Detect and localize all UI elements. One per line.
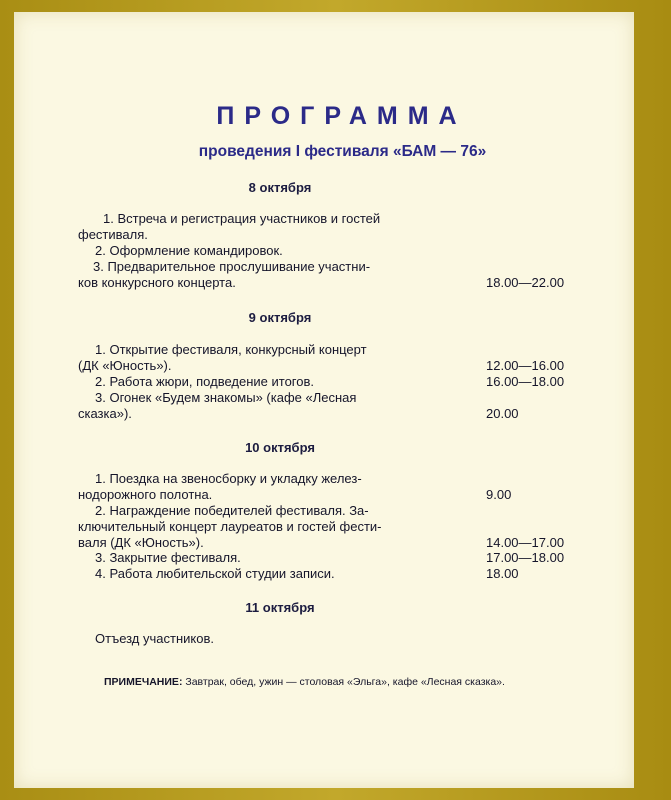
program-line: 3. Предварительное прослушивание участни- <box>93 259 371 274</box>
time-range: 12.00—16.00 <box>486 358 565 373</box>
time-range: 17.00—18.00 <box>486 550 565 565</box>
time-range: 16.00—18.00 <box>486 374 565 389</box>
date-heading-oct-10: 10 октября <box>245 440 315 455</box>
program-line: 3. Закрытие фестиваля. <box>95 550 241 565</box>
program-line: валя (ДК «Юность»). <box>78 535 204 550</box>
page-title: ПРОГРАММА <box>216 102 467 130</box>
program-line: ключительный концерт лауреатов и гостей фести- <box>78 519 382 534</box>
program-line: сказка»). <box>78 406 132 421</box>
program-line: нодорожного полотна. <box>78 487 213 502</box>
date-heading-oct-9: 9 октября <box>248 310 312 325</box>
program-line: 1. Открытие фестиваля, конкурсный концерт <box>95 342 367 357</box>
time-range: 20.00 <box>486 406 519 421</box>
footnote-text: Завтрак, обед, ужин — столовая «Эльга», кафе «Лесная сказка». <box>185 676 505 688</box>
program-line: 4. Работа любительской студии записи. <box>95 566 335 581</box>
program-line: ков конкурсного концерта. <box>78 275 236 290</box>
program-line: 2. Оформление командировок. <box>95 243 283 258</box>
date-heading-oct-8: 8 октября <box>248 180 312 195</box>
program-line: 2. Награждение победителей фестиваля. За- <box>95 503 369 518</box>
program-line: 1. Встреча и регистрация участников и гостей <box>103 211 381 226</box>
time-range: 14.00—17.00 <box>486 535 565 550</box>
program-line: 2. Работа жюри, подведение итогов. <box>95 374 315 389</box>
program-line: (ДК «Юность»). <box>78 358 172 373</box>
program-line: Отъезд участников. <box>95 631 214 646</box>
time-range: 18.00—22.00 <box>486 275 565 290</box>
program-line: 1. Поездка на звеносборку и укладку желез- <box>95 471 362 486</box>
time-range: 9.00 <box>486 487 512 502</box>
time-range: 18.00 <box>486 566 519 581</box>
footnote-label: ПРИМЕЧАНИЕ: <box>104 676 183 688</box>
program-line: 3. Огонек «Будем знакомы» (кафе «Лесная <box>95 390 357 405</box>
page-subtitle: проведения I фестиваля «БАМ — 76» <box>198 143 487 160</box>
footnote <box>104 676 505 688</box>
date-heading-oct-11: 11 октября <box>245 600 315 615</box>
program-line: фестиваля. <box>78 227 148 242</box>
